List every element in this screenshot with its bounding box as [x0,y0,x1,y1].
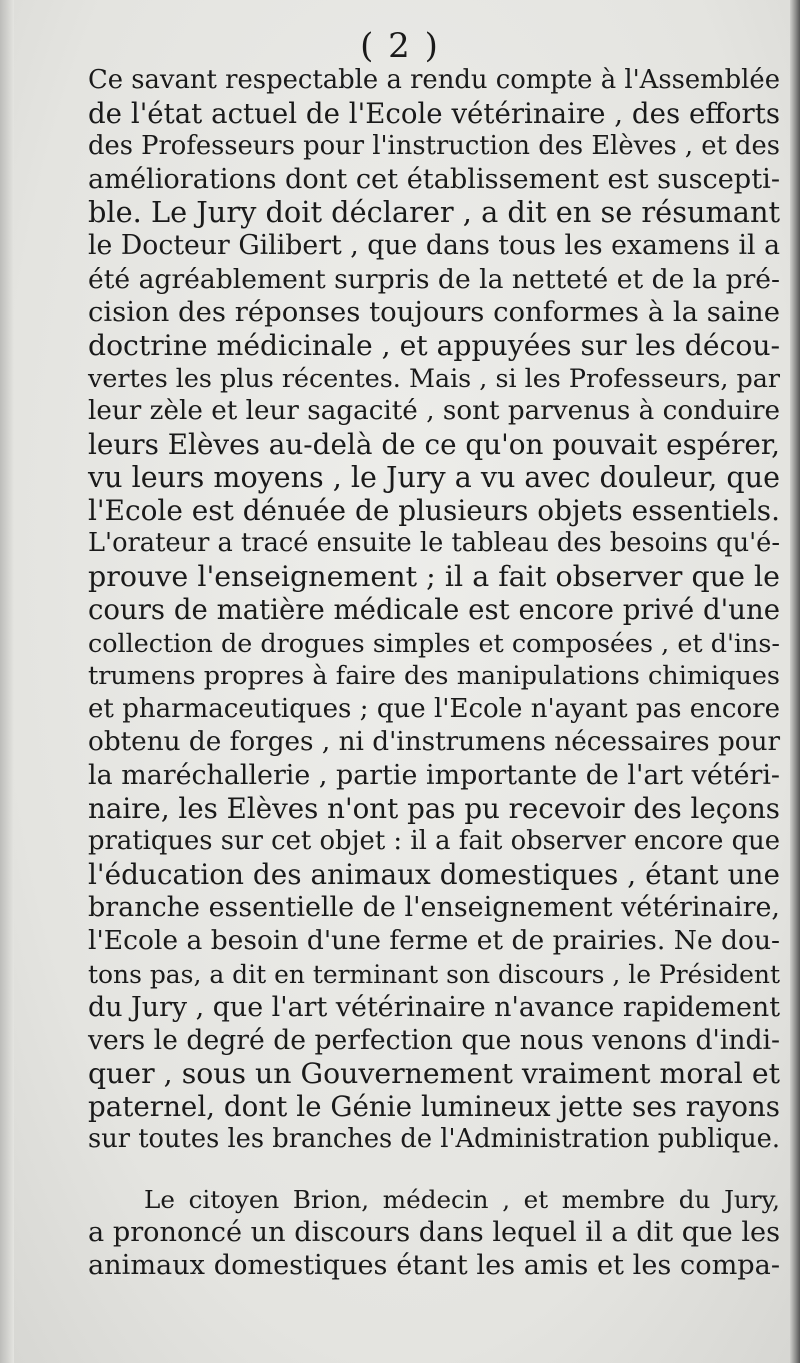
text-line: doctrine médicinale , et appuyées sur les décou- [88,328,781,362]
text-line: vertes les plus récentes. Mais , si les Professeurs, par [88,362,780,393]
paragraph-1 [88,64,780,1156]
text-line: a prononcé un discours dans lequel il a dit que les [88,1217,780,1249]
text-line: obtenu de forges , ni d'instrumens nécessaires pour [88,726,781,757]
paragraph-2 [88,1183,780,1282]
text-line: vu leurs moyens , le Jury a vu avec douleur, que [88,460,780,495]
text-line: ble. Le Jury doit déclarer , a dit en se résumant [88,195,781,230]
text-line: l'Ecole a besoin d'une ferme et de prairies. Ne dou- [88,925,780,957]
text-line: cision des réponses toujours conformes à la saine [88,296,780,328]
page-right-edge [790,0,800,1363]
text-line: pratiques sur cet objet : il a fait observer encore que [88,826,780,857]
text-line: tons pas, a dit en terminant son discours , le Président [88,959,780,989]
text-line: cours de matière médicale est encore privé d'une [88,593,780,626]
text-line: vers le degré de perfection que nous venons d'indi- [88,1024,780,1056]
page-left-edge [0,0,14,1363]
text-line: sur toutes les branches de l'Administration publique. [88,1124,781,1154]
text-line: de l'état actuel de l'Ecole vétérinaire , des efforts [88,97,780,131]
text-line: branche essentielle de l'enseignement vétérinaire, [88,892,780,924]
text-line: été agréablement surpris de la netteté et de la pré- [88,263,780,295]
text-line: l'éducation des animaux domestiques , étant une [88,858,780,892]
text-line: Ce savant respectable a rendu compte à l'Assemblée [88,65,780,95]
text-line: animaux domestiques étant les amis et les compa- [88,1250,780,1282]
text-line: leurs Elèves au-delà de ce qu'on pouvait espérer, [88,428,780,462]
page-number: ( 2 ) [360,26,440,66]
text-line: prouve l'enseignement ; il a fait observer que le [88,560,780,594]
text-line: Le citoyen Brion, médecin , et membre du Jury, [144,1185,780,1214]
text-line: l'Ecole est dénuée de plusieurs objets essentiels. [88,494,780,528]
text-line: naire, les Elèves n'ont pas pu recevoir des leçons [88,792,780,826]
text-line: du Jury , que l'art vétérinaire n'avance rapidement [88,991,781,1023]
text-line: le Docteur Gilibert , que dans tous les examens il a [88,230,780,262]
text-line: trumens propres à faire des manipulations chimiques [88,660,780,691]
text-line: des Professeurs pour l'instruction des Elèves , et des [88,131,780,162]
text-line: et pharmaceutiques ; que l'Ecole n'ayant pas encore [88,693,780,724]
text-line: paternel, dont le Génie lumineux jette ses rayons [88,1089,780,1123]
text-line: améliorations dont cet établissement est suscepti- [88,164,780,196]
text-line: leur zèle et leur sagacité , sont parvenus à conduire [88,395,780,426]
text-line: quer , sous un Gouvernement vraiment moral et [88,1056,780,1090]
text-line: la maréchallerie , partie importante de l'art vétéri- [88,759,780,791]
text-line: collection de drogues simples et composées , et d'ins- [88,627,780,658]
text-line: L'orateur a tracé ensuite le tableau des besoins qu'é- [88,528,780,559]
